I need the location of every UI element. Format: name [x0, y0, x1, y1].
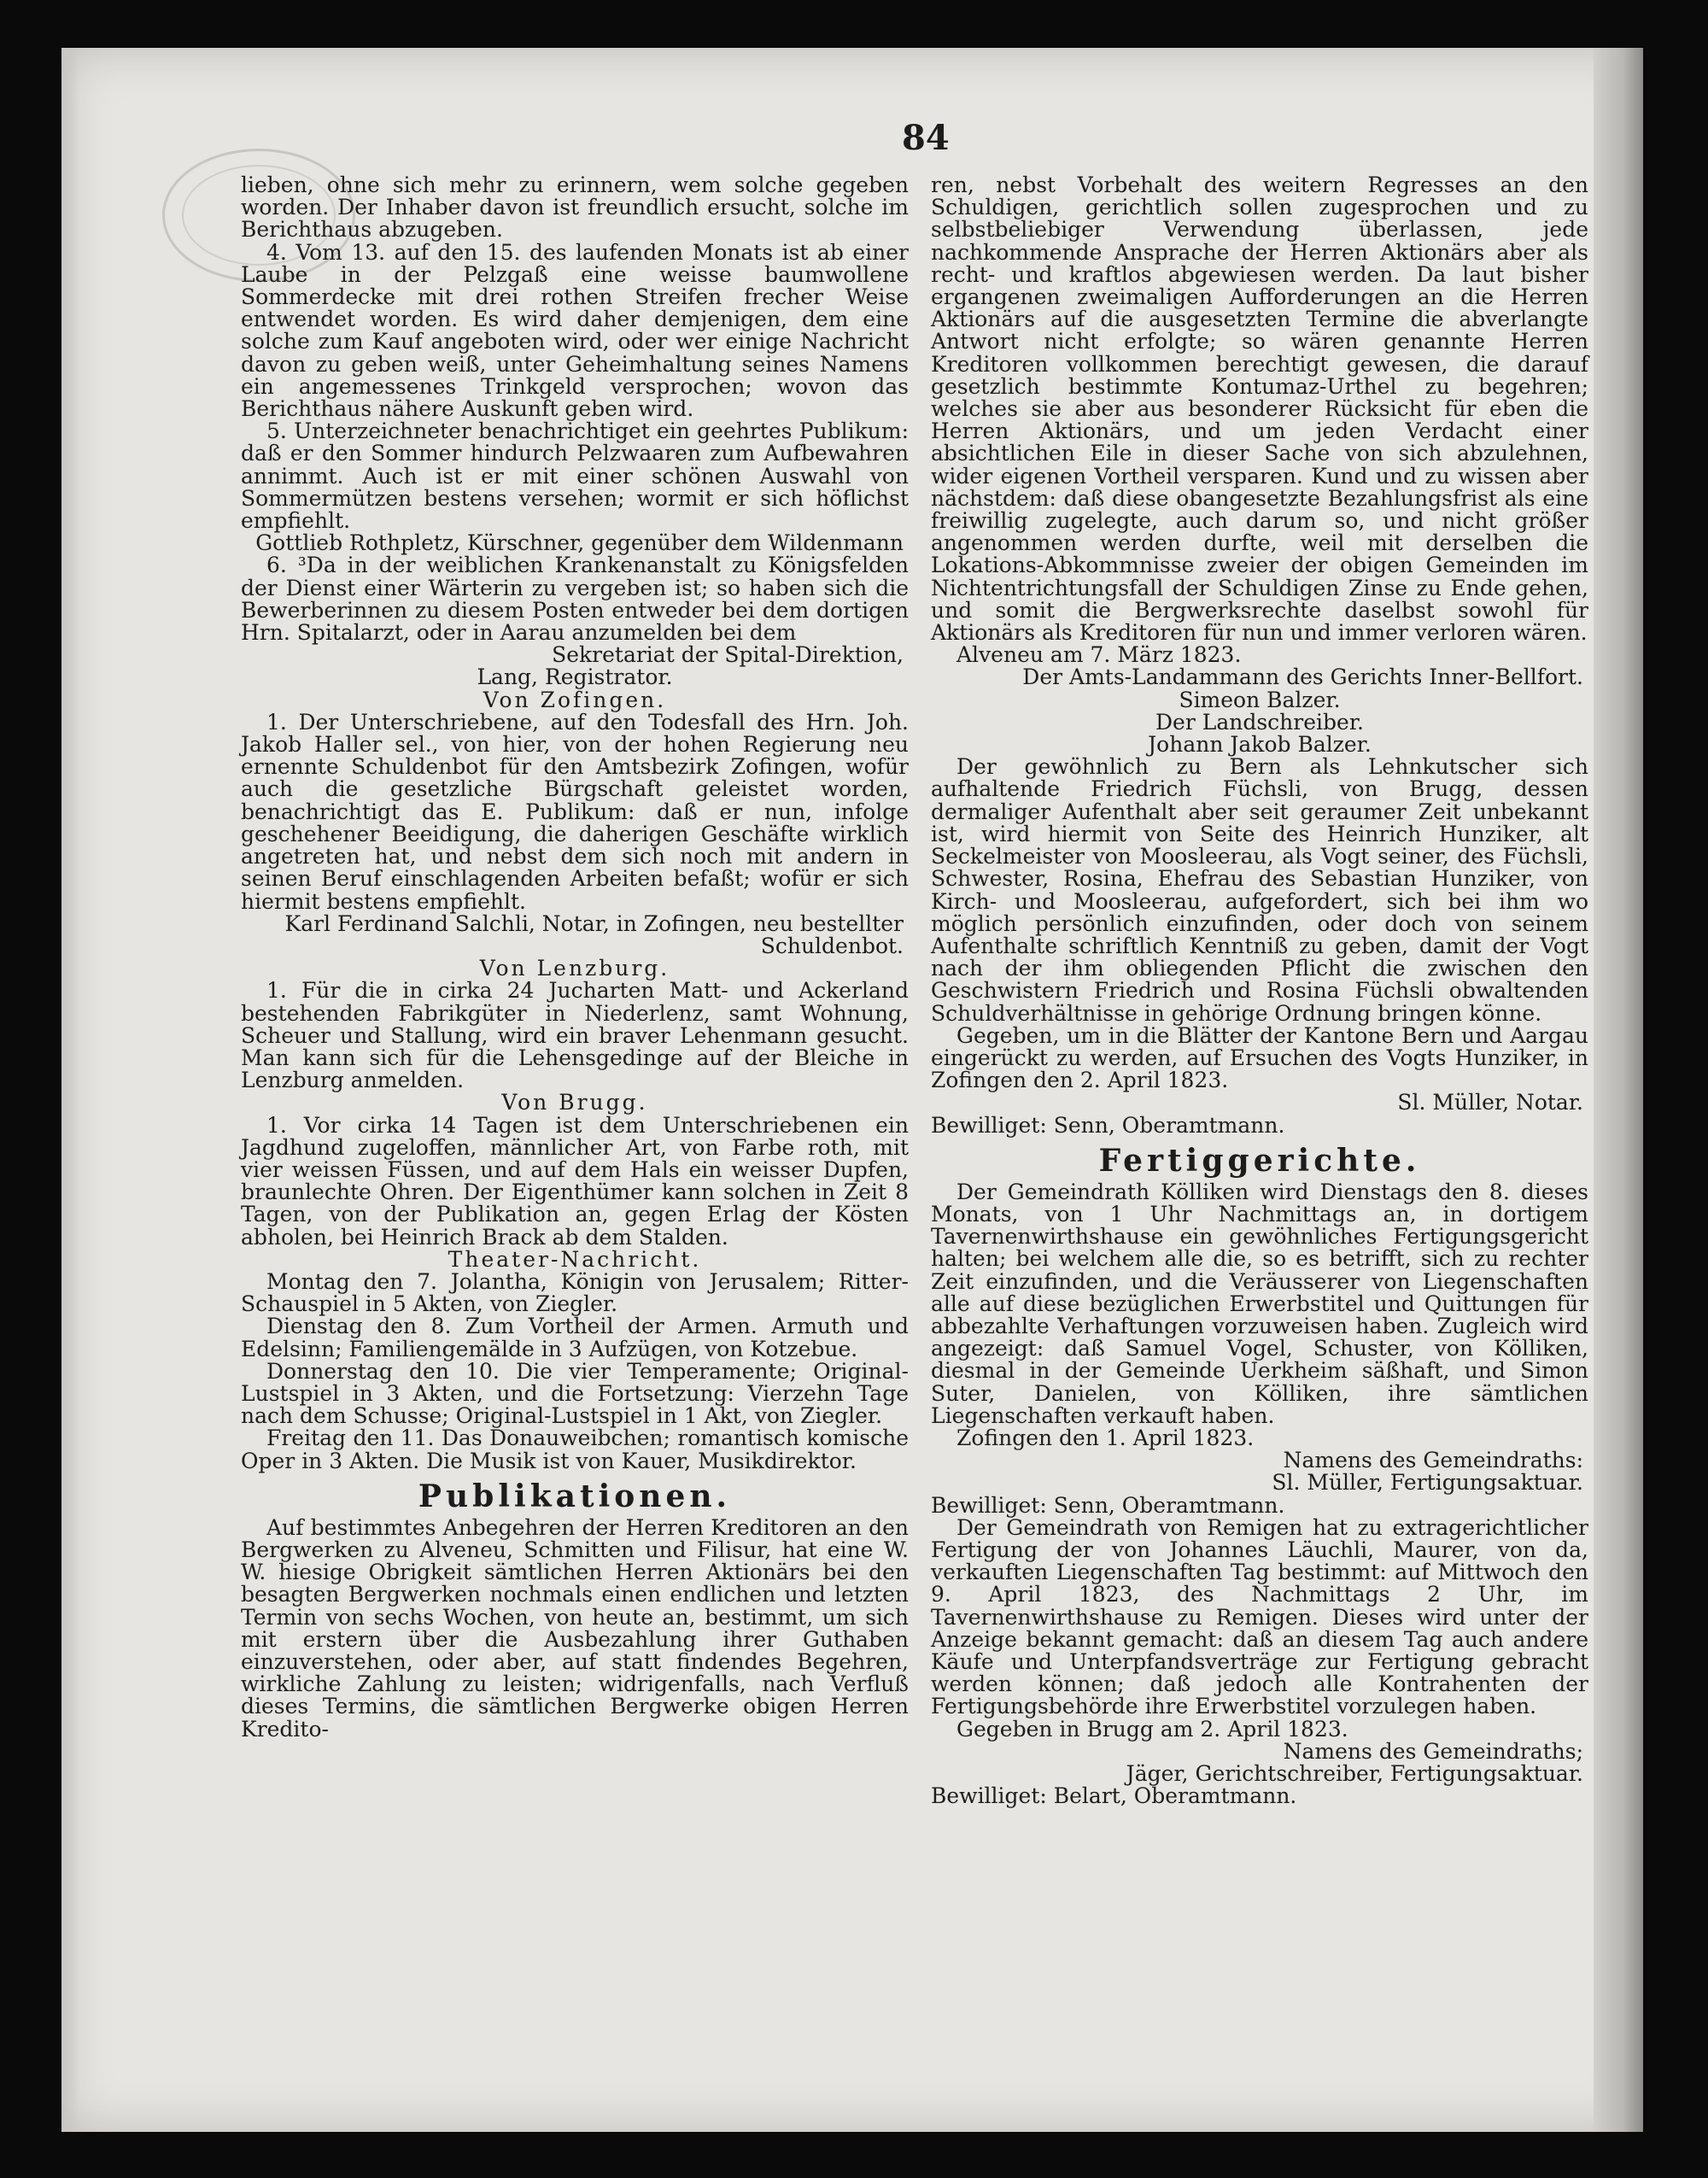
dateline: Gegeben in Brugg am 2. April 1823.	[956, 1716, 1348, 1742]
signature: Namens des Gemeindraths;	[1283, 1738, 1583, 1764]
notice-text: Auf bestimmtes Anbegehren der Herren Kreditoren an den Bergwerken zu Alveneu, Schmitten und Filisur, hat eine W. W. hiesige Obrigkeit sämtlichen Herren Aktionärs bei den besagten Bergwerken nochmals einen endlichen und letzten Termin von sechs Wochen, von heute an, bestimmt, um sich mit erstern über die Ausbezahlung ihrer Guthaben einzuverstehen, oder aber, auf statt findendes Begehren, wirkliche Zahlung zu leisten; widrigenfalls, nach Verfluß dieses Termins, die sämtlichen Bergwerke obigen Herren Kredito-	[241, 1514, 909, 1742]
signature: Johann Jakob Balzer.	[1148, 732, 1372, 758]
right-column	[931, 174, 1588, 1807]
notice-text: Der gewöhnlich zu Bern als Lehnkutscher sich aufhaltende Friedrich Füchsli, von Brugg, dessen dermaliger Aufenthalt aber seit geraumer Zeit unbekannt ist, wird hiermit von Seite des Heinrich Hunziker, alt Seckelmeister von Moosleerau, als Vogt seiner, des Füchsli, Schwester, Rosina, Ehefrau des Sebastian Hunziker, von Kirch- und Moosleerau, aufgefordert, sich bei ihm wo möglich persönlich einzufinden, oder doch von seinem Aufenthalte schriftlich Kenntniß zu geben, damit der Vogt nach der ihm obliegenden Pflicht die zwischen den Geschwistern Friedrich und Rosina Füchsli obwaltenden Schuldverhältnisse in gehörige Ordnung bringen könne.	[931, 754, 1588, 1026]
notice-text: 1. Vor cirka 14 Tagen ist dem Unterschriebenen ein Jagdhund zugeloffen, männlicher Art, von Farbe roth, mit vier weissen Füssen, und auf dem Hals ein weisser Dupfen, braunlechte Ohren. Der Eigenthümer kann solchen in Zeit 8 Tagen, von der Publikation an, gegen Erlag der Kösten abholen, bei Heinrich Brack ab dem Stalden.	[241, 1112, 909, 1250]
signature: Sl. Müller, Notar.	[1397, 1090, 1583, 1115]
theater-entry: Dienstag den 8. Zum Vortheil der Armen. Armuth und Edelsinn; Familiengemälde in 3 Aufzügen, von Kotzebue.	[241, 1314, 909, 1361]
theater-entry: Donnerstag den 10. Die vier Temperamente; Original-Lustspiel in 3 Akten, und die Fortsetzung: Vierzehn Tage nach dem Schusse; Original-Lustspiel in 1 Akt, von Ziegler.	[241, 1358, 909, 1429]
notice-text: 4. Vom 13. auf den 15. des laufenden Monats ist ab einer Laube in der Pelzgaß eine weisse baumwollene Sommerdecke mit drei rothen Streifen frecher Weise entwendet worden. Es wird daher demjenigen, dem eine solche zum Kauf angeboten wird, oder wer einige Nachricht davon zu geben weiß, unter Geheimhaltung seines Namens ein angemessenes Trinkgeld versprochen; wovon das Berichthaus nähere Auskunft geben wird.	[241, 239, 909, 422]
section-heading: Theater-Nachricht.	[447, 1246, 702, 1272]
signature: Simeon Balzer.	[1179, 687, 1341, 712]
section-heading: Von Lenzburg.	[479, 956, 670, 981]
signature: Der Landschreiber.	[1155, 709, 1364, 735]
major-heading: Publikationen.	[418, 1478, 732, 1514]
approval-line: Bewilliget: Belart, Oberamtmann.	[931, 1783, 1297, 1809]
theater-entry: Freitag den 11. Das Donauweibchen; romantisch komische Oper in 3 Akten. Die Musik ist von Kauer, Musikdirektor.	[241, 1426, 909, 1473]
notice-text: ren, nebst Vorbehalt des weitern Regresses an den Schuldigen, gerichtlich sollen zugesprochen und zu selbstbeliebiger Verwendung überlassen, jede nachkommende Ansprache der Herren Aktionärs aber als recht- und kraftlos abgewiesen werden. Da laut bisher ergangenen zweimaligen Aufforderungen an die Herren Aktionärs auf die ausgesetzten Termine die abverlangte Antwort nicht erfolgte; so wären genannte Herren Kreditoren vollkommen berechtigt gewesen, die darauf gesetzlich bestimmte Kontumaz-Urthel zu begehren; welches sie aber aus besonderer Rücksicht für eben die Herren Aktionärs, und um jeden Verdacht einer absichtlichen Eile in dieser Sache von sich abzulehnen, wider eigenen Vortheil versparen. Kund und zu wissen aber nächstdem: daß diese obangesetzte Bezahlungsfrist als eine freiwillig zugelegte, auch darum so, und nicht größer angenommen werden durfte, weil mit derselben die Lokations-Abkommnisse zweier der obigen Gemeinden im Nichtentrichtungsfall der Schuldigen Zinse zu Ende gehen, und somit die Bergwerksrechte daselbst sowohl für Aktionärs als Kreditoren für nun und immer verloren wären.	[931, 173, 1588, 646]
notice-text: lieben, ohne sich mehr zu erinnern, wem solche gegeben worden. Der Inhaber davon ist freundlich ersucht, solche im Berichthaus abzugeben.	[241, 173, 909, 243]
signature: Jäger, Gerichtschreiber, Fertigungsaktuar.	[1126, 1761, 1583, 1787]
notice-text: Gegeben, um in die Blätter der Kantone Bern und Aargau eingerückt zu werden, auf Ersuchen des Vogts Hunziker, in Zofingen den 2. April 1823.	[931, 1022, 1588, 1093]
notice-text: 6. ³Da in der weiblichen Krankenanstalt zu Königsfelden der Dienst einer Wärterin zu vergeben ist; so haben sich die Bewerberinnen zu diesem Posten entweder bei dem dortigen Hrn. Spitalarzt, oder in Aarau anzumelden bei dem	[241, 553, 909, 646]
section-heading: Von Zofingen.	[483, 687, 667, 712]
theater-entry: Montag den 7. Jolantha, Königin von Jerusalem; Ritter-Schauspiel in 5 Akten, von Ziegler.	[241, 1268, 909, 1317]
left-column	[241, 174, 909, 1741]
dateline: Zofingen den 1. April 1823.	[956, 1425, 1255, 1450]
page-number: 84	[902, 118, 950, 158]
page-edge	[1594, 48, 1643, 2132]
signature: Karl Ferdinand Salchli, Notar, in Zofingen, neu bestellter Schuldenbot.	[284, 910, 904, 958]
dateline: Alveneu am 7. März 1823.	[956, 642, 1242, 668]
notice-text: Der Gemeindrath Kölliken wird Dienstags den 8. dieses Monats, von 1 Uhr Nachmittags an, in dortigem Tavernenwirthshause ein gewöhnliches Fertigungsgericht halten; bei welchem alle die, so es betrifft, sich zu rechter Zeit einzufinden, und die Veräusserer von Liegenschaften alle auf diese bezüglichen Erwerbstitel und Quittungen für abbezahlte Verhaftungen vorzuweisen haben. Zugleich wird angezeigt: daß Samuel Vogel, Schuster, von Kölliken, diesmal in der Gemeinde Uerkheim säßhaft, und Simon Suter, Danielen, von Kölliken, ihre sämtlichen Liegenschaften verkauft haben.	[931, 1179, 1588, 1428]
signature: Lang, Registrator.	[477, 665, 673, 690]
notice-text: 1. Der Unterschriebene, auf den Todesfall des Hrn. Joh. Jakob Haller sel., von hier, von der hohen Regierung neu ernennte Schuldenbot für den Amtsbezirk Zofingen, wofür auch die gesetzliche Bürgschaft geleistet worden, benachrichtigt das E. Publikum: daß er nun, infolge geschehener Beeidigung, die daherigen Geschäfte wirklich angetreten hat, und nebst dem sich noch mit andern in seinen Beruf einschlagenden Arbeiten befaßt; wofür er sich hiermit bestens empfiehlt.	[241, 709, 909, 914]
signature: Der Amts-Landammann des Gerichts Inner-Bellfort.	[1022, 665, 1583, 690]
signature: Sl. Müller, Fertigungsaktuar.	[1272, 1470, 1583, 1496]
signature: Namens des Gemeindraths:	[1283, 1448, 1583, 1473]
approval-line: Bewilliget: Senn, Oberamtmann.	[931, 1492, 1285, 1518]
notice-text: 5. Unterzeichneter benachrichtiget ein geehrtes Publikum: daß er den Sommer hindurch Pelzwaaren zum Aufbewahren annimmt. Auch ist er mit einer schönen Auswahl von Sommermützen bestens versehen; wormit er sich höflichst empfiehlt.	[241, 419, 909, 534]
signature: Gottlieb Rothpletz, Kürschner, gegenüber dem Wildenmann	[255, 530, 904, 556]
notice-text: Der Gemeindrath von Remigen hat zu extragerichtlicher Fertigung der von Johannes Läuchli, Maurer, von da, verkauften Liegenschaften Tag bestimmt: auf Mittwoch den 9. April 1823, des Nachmittags 2 Uhr, im Tavernenwirthshause zu Remigen. Dieses wird unter der Anzeige bekannt gemacht: daß an diesem Tag auch andere Käufe und Unterpfandsverträge zur Fertigung gebracht werden können; daß jedoch alle Kontrahenten der Fertigungsbehörde ihre Erwerbstitel vorzulegen haben.	[931, 1514, 1588, 1719]
approval-line: Bewilliget: Senn, Oberamtmann.	[931, 1112, 1285, 1138]
signature: Sekretariat der Spital-Direktion,	[552, 642, 904, 668]
page-fold-shadow	[61, 48, 79, 2132]
major-heading: Fertiggerichte.	[1098, 1142, 1421, 1179]
notice-text: 1. Für die in cirka 24 Jucharten Matt- und Ackerland bestehenden Fabrikgüter in Niederlenz, samt Wohnung, Scheuer und Stallung, wird ein braver Lehenmann gesucht. Man kann sich für die Lehensgedinge auf der Bleiche in Lenzburg anmelden.	[241, 978, 909, 1093]
section-heading: Von Brugg.	[501, 1090, 648, 1115]
